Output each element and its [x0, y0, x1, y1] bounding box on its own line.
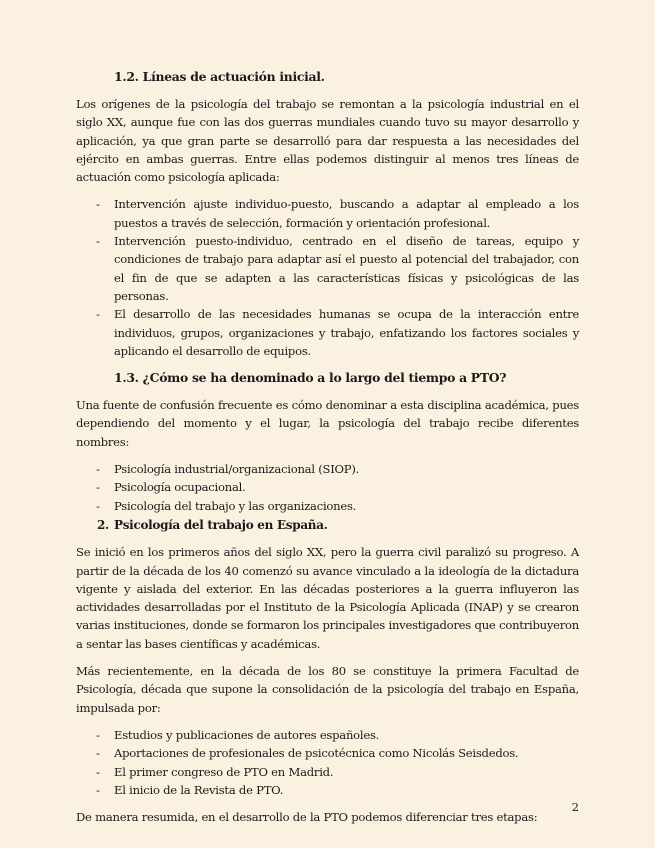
- list-dash: -: [96, 782, 100, 797]
- list-dash: -: [96, 746, 100, 761]
- list-item: - Psicología ocupacional.: [114, 478, 579, 496]
- section-heading-1-3: 1.3. ¿Cómo se ha denominado a lo largo del tiempo a PTO?: [114, 370, 507, 386]
- section-heading-2-text: Psicología del trabajo en España.: [114, 517, 328, 532]
- list-item: - Intervención puesto-individuo, centrado en el diseño de tareas, equipo y condiciones de trabajo para adaptar así el puesto al potencial del trabajador, con el fin de que se adapten a las características físicas y psicológicas de las personas.: [96, 234, 579, 303]
- list-item: - Aportaciones de profesionales de psicotécnica como Nicolás Seisdedos.: [114, 744, 579, 762]
- section-number: 2.: [97, 517, 109, 532]
- section-heading-2: [76, 516, 579, 534]
- list-dash: -: [96, 480, 100, 495]
- paragraph-summary: De manera resumida, en el desarrollo de la PTO podemos diferenciar tres etapas:: [76, 810, 538, 825]
- paragraph-spain-history: Se inició en los primeros años del siglo XX, pero la guerra civil paralizó su progreso. A partir de la década de los 40 comenzó su avance vinculado a la ideología de la dictadura vigente y aislada del exterior. En las décadas posteriores a la guerra influyeron las actividades desarrolladas por el Instituto de la Psicología Aplicada (INAP) y se crearon varias instituciones, donde se formaron los principales investigadores que contribuyeron a sentar las bases científicas y académicas.: [76, 545, 579, 651]
- list-dash: -: [96, 498, 100, 513]
- list-dash: -: [96, 307, 100, 322]
- section-heading-1-2: 1.2. Líneas de actuación inicial.: [114, 69, 325, 84]
- list-dash: -: [96, 197, 100, 212]
- lines-of-action-list: [76, 195, 579, 360]
- paragraph-confusion: Una fuente de confusión frecuente es cómo denominar a esta disciplina académica, pues dependiendo del momento y el lugar, la psicología del trabajo recibe diferentes nombres:: [76, 398, 579, 449]
- list-dash: -: [96, 234, 100, 249]
- list-dash: -: [96, 462, 100, 477]
- list-item: - Intervención ajuste individuo-puesto, buscando a adaptar al empleado a los puestos a través de selección, formación y orientación profesional.: [96, 197, 579, 230]
- names-list: [76, 460, 579, 515]
- list-item: - Estudios y publicaciones de autores españoles.: [114, 726, 579, 744]
- list-item: - El inicio de la Revista de PTO.: [114, 781, 579, 799]
- list-item: - El primer congreso de PTO en Madrid.: [114, 763, 579, 781]
- page-number: 2: [571, 800, 579, 814]
- drivers-list: [76, 726, 579, 799]
- list-dash: -: [96, 727, 100, 742]
- list-item: - El desarrollo de las necesidades humanas se ocupa de la interacción entre individuos, grupos, organizaciones y trabajo, enfatizando los factores sociales y aplicando el desarrollo de equipos.: [96, 307, 579, 358]
- list-dash: -: [96, 764, 100, 779]
- list-item: - Psicología industrial/organizacional (SIOP).: [114, 460, 579, 478]
- paragraph-origins: Los orígenes de la psicología del trabajo se remontan a la psicología industrial en el siglo XX, aunque fue con las dos guerras mundiales cuando tuvo su mayor desarrollo y aplicación, ya que gran parte se desarrolló para dar respuesta a las necesidades del ejército en ambas guerras. Entre ellas podemos distinguir al menos tres líneas de actuación como psicología aplicada:: [76, 97, 579, 185]
- list-item: - Psicología del trabajo y las organizaciones.: [114, 497, 579, 515]
- paragraph-recent: Más recientemente, en la década de los 80 se constituye la primera Facultad de Psicología, década que supone la consolidación de la psicología del trabajo en España, impulsada por:: [76, 664, 579, 715]
